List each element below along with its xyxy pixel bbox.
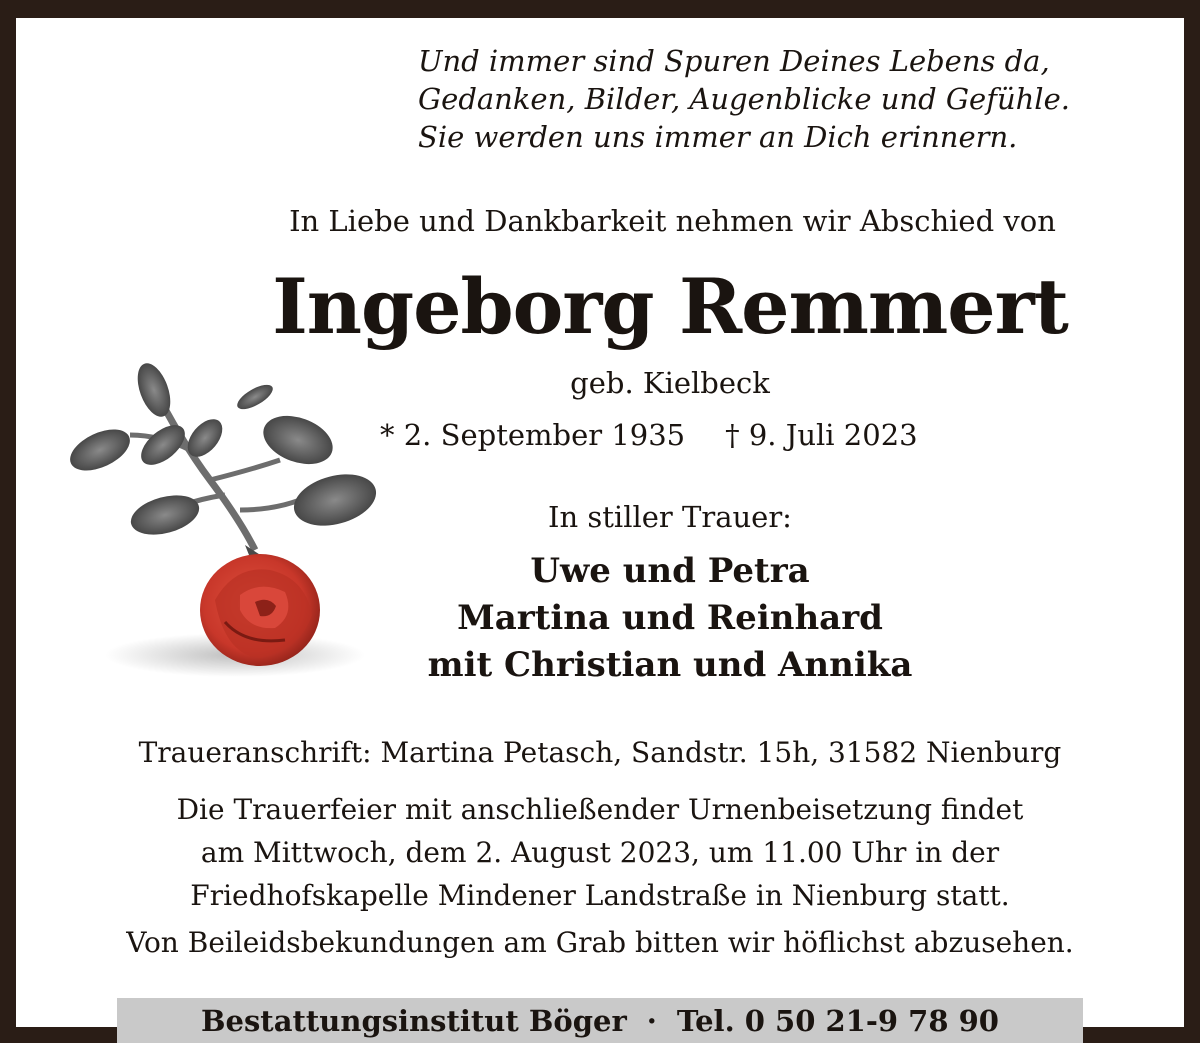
mourner-line: Martina und Reinhard <box>457 598 883 638</box>
ceremony-line: Friedhofskapelle Mindener Landstraße in Nienburg statt. <box>190 879 1010 912</box>
mourning-heading: In stiller Trauer: <box>548 500 792 534</box>
condolence-note: Von Beileidsbekundungen am Grab bitten wir höflichst abzusehen. <box>126 926 1074 959</box>
funeral-home-phone: Tel. 0 50 21-9 78 90 <box>676 1003 999 1038</box>
ceremony-line: am Mittwoch, dem 2. August 2023, um 11.00 Uhr in der <box>200 836 1000 869</box>
life-dates <box>380 418 918 452</box>
death-date: † 9. Juli 2023 <box>725 418 918 452</box>
mourners-list <box>0 548 1200 689</box>
deceased-name: Ingeborg Remmert <box>272 262 1068 351</box>
mourning-address: Traueranschrift: Martina Petasch, Sandstr. 15h, 31582 Nienburg <box>138 736 1062 769</box>
birth-date: * 2. September 1935 <box>380 418 686 452</box>
mourner-line: mit Christian und Annika <box>427 645 913 685</box>
ceremony-line: Die Trauerfeier mit anschließender Urnenbeisetzung findet <box>176 793 1024 826</box>
poem-line: Gedanken, Bilder, Augenblicke und Gefühle. <box>418 82 1070 116</box>
mourner-line: Uwe und Petra <box>530 551 810 591</box>
intro-text: In Liebe und Dankbarkeit nehmen wir Abschied von <box>289 204 1056 238</box>
footer-separator: · <box>646 1003 657 1038</box>
poem <box>418 42 1178 156</box>
funeral-home-name: Bestattungsinstitut Böger <box>201 1003 627 1038</box>
poem-line: Sie werden uns immer an Dich erinnern. <box>418 120 1018 154</box>
maiden-name: geb. Kielbeck <box>570 366 770 400</box>
funeral-home-footer <box>117 998 1083 1043</box>
poem-line: Und immer sind Spuren Deines Lebens da, <box>418 44 1050 78</box>
ceremony-info <box>0 788 1200 917</box>
